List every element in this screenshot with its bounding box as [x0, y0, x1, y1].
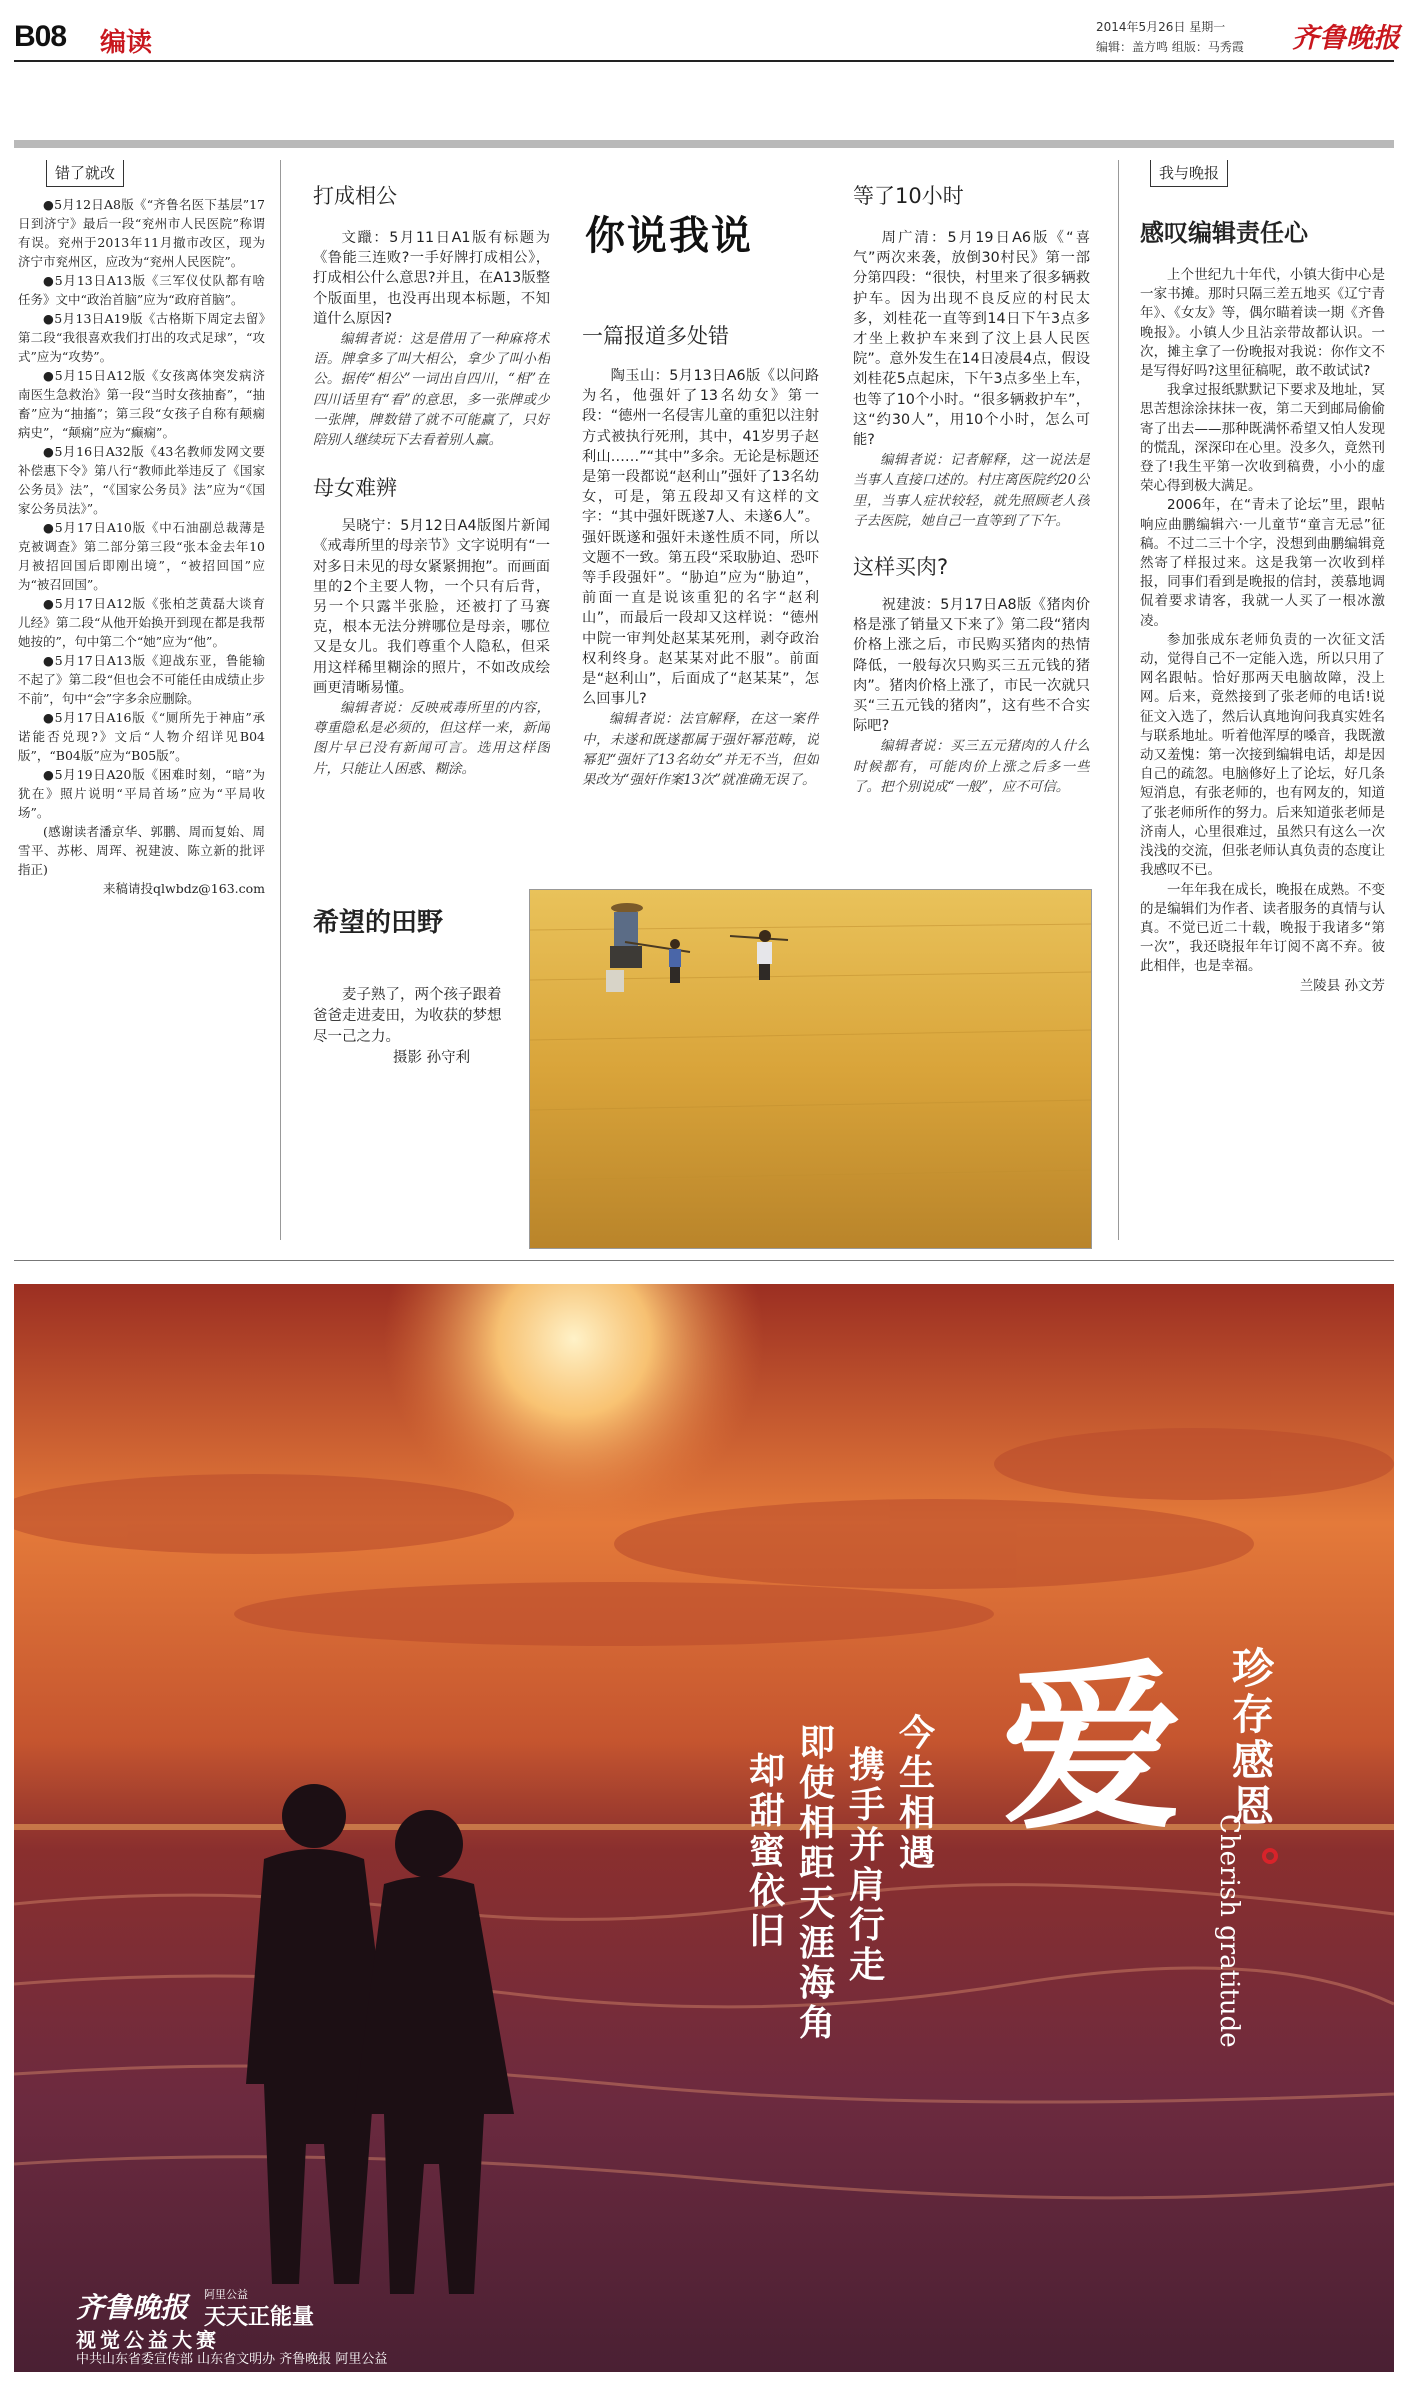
ad-slogan: 天天正能量: [204, 2305, 315, 2330]
article-heading: 打成相公: [313, 184, 397, 208]
editor-credits: 编辑：盖方鸣 组版：马秀霞: [1096, 40, 1244, 54]
photo-feature-text: [313, 902, 513, 1122]
ad-heading: 珍存感恩: [1232, 1644, 1275, 1831]
article-heading: 一篇报道多处错: [582, 324, 729, 348]
top-band: [14, 140, 1394, 148]
ad-verse-line: 即使相距天涯海角: [799, 1723, 836, 2044]
ad-english-tagline: Cherish gratitude: [1214, 1814, 1244, 2048]
reader-essay-column: [1140, 160, 1385, 1245]
essay-tab: 我与晚报: [1150, 160, 1228, 187]
feature-title: 你说我说: [585, 213, 753, 259]
correction-item: ●5月17日A12版《张柏芝黄磊大谈育儿经》第二段“从他开始换开到现在都是我帮她按的”，句中第二个“她”应为“他”。: [18, 596, 265, 649]
editor-reply: 编辑者说：反映戒毒所里的内容，尊重隐私是必须的，但这样一来，新闻图片早已没有新闻可言。选用这样图片，只能让人困惑、糊涂。: [313, 700, 550, 777]
corrections-list: [18, 195, 265, 898]
letters-column-1: [313, 180, 550, 870]
newspaper-logo: 齐鲁晚报: [1292, 23, 1400, 54]
photo-credit: 摄影 孙守利: [393, 1050, 471, 1066]
correction-item: ●5月17日A13版《迎战东亚，鲁能输不起了》第二段“但也会不可能任由成绩止步不前”，句中“会”字多余应删除。: [18, 653, 265, 706]
correction-item: ●5月12日A8版《“齐鲁名医下基层”17日到济宁》最后一段“兖州市人民医院”称谓有误。兖州于2013年11月撤市改区，现为济宁市兖州区，应改为“兖州人民医院”。: [18, 197, 265, 269]
ad-red-circle: [1262, 1848, 1278, 1864]
editor-reply: 编辑者说：这是借用了一种麻将术语。牌拿多了叫大相公，拿少了叫小相公。据传“相公”一词出自四川，“相”在四川话里有“看”的意思，多一张牌或少一张牌，牌数错了就不可能赢了，只好陪别人继续玩下去看着别人赢。: [313, 331, 550, 449]
ad-newspaper-logo: 齐鲁晚报: [76, 2291, 189, 2324]
correction-item: ●5月17日A16版《“厕所先于神庙”承诺能否兑现?》文后“人物介绍详见B04版”，“B04版”应为“B05版”。: [18, 710, 265, 763]
correction-item: ●5月13日A13版《三军仪仗队都有啥任务》文中“政治首脑”应为“政府首脑”。: [18, 273, 265, 307]
header-meta: [1096, 16, 1400, 64]
ad-partner-brand: 阿里公益: [204, 2288, 248, 2301]
column-divider: [1118, 160, 1119, 1240]
page-header: [14, 14, 1400, 64]
article-heading: 这样买肉?: [853, 555, 949, 580]
letters-column-2: [582, 320, 819, 870]
correction-item: ●5月19日A20版《困难时刻，“暗”为犹在》照片说明“平局首场”应为“平局收场”。: [18, 767, 265, 820]
editor-reply: 编辑者说：法官解释，在这一案件中，未遂和既遂都属于强奸幂范畴，说幂犯“强奸了13名幼女”并无不当，但如果改为“强奸作案13次”就准确无误了。: [582, 711, 819, 789]
reader-letter: 周广清：5月19日A6版《“喜气”两次来袭，放倒30村民》第一部分第四段：“很快，村里来了很多辆救护车。因为出现不良反应的村民太多，刘桂花一直等到14日下午3点多才坐上救护车来到了汶上县人民医院”。意外发生在14日凌晨4点，假设刘桂花5点起床，下午3点多坐上车，也等了10个小时。“很多辆救护车”，这“约30人”，用10个小时，怎么可能?: [853, 230, 1090, 449]
ad-verse-line: 却甜蜜依旧: [749, 1751, 786, 1952]
corrections-tab: 错了就改: [46, 160, 124, 187]
correction-item: ●5月17日A10版《中石油副总裁薄是克被调查》第二部分第三段“张本金去年10月被招回国后即刚出境”，“被招回国”应为“被召回国”。: [18, 520, 265, 592]
article-heading: 母女难辨: [313, 476, 397, 501]
reader-letter: 祝建波：5月17日A8版《猪肉价格是涨了销量又下来了》第二段“猪肉价格上涨之后，市民购买猪肉的热情降低，一般每次只购买三五元钱的猪肉”。猪肉价格上涨了，市民一次就只买“三五元钱的猪肉”，这有些不合实际吧?: [853, 597, 1090, 735]
header-rule: [14, 60, 1394, 62]
column-divider: [280, 160, 281, 1240]
photo-caption: 麦子熟了，两个孩子跟着爸爸走进麦田，为收获的梦想尽一己之力。: [313, 987, 502, 1045]
editor-reply: 编辑者说：买三五元猪肉的人什么时候都有，可能肉价上涨之后多一些了。把个别说成“一般”，应不可信。: [853, 738, 1090, 795]
ad-organizers: 中共山东省委宣传部 山东省文明办 齐鲁晚报 阿里公益: [76, 2352, 388, 2367]
essay-byline: 兰陵县 孙文芳: [1299, 977, 1385, 994]
ad-main-character: 爱: [1002, 1643, 1183, 1854]
correction-item: ●5月16日A32版《43名教师发网文要补偿惠下令》第八行“教师此举违反了《国家公务员》法”，“《国家公务员》法”应为“《国家公务员法》”。: [18, 444, 265, 516]
essay-body: 上个世纪九十年代，小镇大街中心是一家书摊。那时只隔三差五地买《辽宁青年》、《女友》等，偶尔瞄着读一期《齐鲁晚报》。小镇人少且沾亲带故都认识。一次，摊主拿了一份晚报对我说：你作文不是写得好吗?这里征稿呢，敢不敢试试? 我拿过报纸默默记下要求及地址，冥思苦想涂涂抹抹一夜，第二天到邮局偷偷寄了出去——那种既满怀希望又怕人发现的慌乱，深深印在心里。没多久，竟然刊登了!我生平第一次收到稿费，小小的虚荣心得到极大满足。 2006年，在“青未了论坛”里，跟帖响应曲鹏编辑六·一儿童节“童言无忌”征稿。不过二三十个字，没想到曲鹏编辑竟然寄了样报过来。这是我第一次收到样报，同事们看到是晚报的信封，羡慕地调侃着要求请客，我就一人买了一根冰激凌。 参加张成东老师负责的一次征文活动，觉得自己不一定能入选，所以只用了网名跟帖。恰好那两天电脑故障，没上网。后来，竟然接到了张老师的电话!说征文入选了，然后认真地询问我真实姓名与联系地址。听着他浑厚的嗓音，我既激动又羞愧：第一次接到编辑电话，却是因自己的疏忽。电脑修好上了论坛，好几条短消息，有张老师的，也有网友的，知道了张老师所作的努力。后来知道张老师是济南人，心里很难过，虽然只有这么一次浅浅的交流，但张老师认真负责的态度让我感叹不已。 一年年我在成长，晚报在成熟。不变的是编辑们为作者、读者服务的真情与认真。不觉已近二十载，晚报于我诸多“第一次”，我还晓报年年订阅不离不弃。彼此相伴，也是幸福。 兰陵县 孙文芳: [1140, 266, 1385, 996]
wheat-field-photo: [529, 889, 1092, 1249]
issue-date: 2014年5月26日 星期一: [1096, 20, 1226, 34]
page-code: B08: [14, 20, 67, 53]
reader-letter: 文躐：5月11日A1版有标题为《鲁能三连败?一手好牌打成相公》，打成相公什么意思?并且，在A13版整个版面里，也没再出现本标题，不知道什么原因?: [313, 230, 550, 327]
correction-item: ●5月15日A12版《女孩离体突发病济南医生急救治》第一段“当时女孩抽畜”，“抽畜”应为“抽搐”；第三段“女孩子自称有颠痫病史”，“颠痫”应为“癫痫”。: [18, 368, 265, 440]
reader-letter: 陶玉山：5月13日A6版《以问路为名，他强奸了13名幼女》第一段：“德州一名侵害儿童的重犯以注射方式被执行死刑，其中，41岁男子赵利山……”“其中”多余。无论是标题还是第一段都说“赵利山”强奸了13名幼女，可是，第五段却又有这样的文字：“其中强奸既遂7人、未遂6人”。强奸既遂和强奸未遂性质不同，所以文题不一致。第五段“采取胁迫、恐吓等手段强奸”。“胁迫”应为“胁迫”，前面一直是说该重犯的名字“赵利山”，而最后一段却又这样说：“德州中院一审判处赵某某死刑，剥夺政治权利终身。赵某某对此不服”。前面是“赵利山”，后面成了“赵某某”，怎么回事儿?: [582, 368, 819, 708]
corrections-thanks: (感谢读者潘京华、郭鹏、周而复始、周雪平、苏彬、周珲、祝建波、陈立新的批评指正): [18, 824, 265, 877]
article-heading: 等了10小时: [853, 184, 964, 208]
letters-column-3: [853, 180, 1090, 870]
reader-letter: 吴晓宁：5月12日A4版图片新闻《戒毒所里的母亲节》文字说明有“一对多日未见的母女紧紧拥抱”。而画面里的2个主要人物，一个只有后背，另一个只露半张脸，还被打了马赛克，根本无法分辨哪位是母亲，哪位又是女儿。我们尊重个人隐私，但采用这样稀里糊涂的照片，不如改成绘画更清晰易懂。: [313, 518, 550, 696]
correction-item: ●5月13日A19版《古格斯下周定去留》第二段“我很喜欢我们打出的攻式足球”，“攻式”应为“攻势”。: [18, 311, 265, 364]
section-rule: [14, 1260, 1394, 1261]
corrections-column: [18, 160, 265, 1245]
section-name: 编读: [100, 28, 153, 58]
public-service-ad: [14, 1284, 1394, 2372]
photo-feature-title: 希望的田野: [313, 908, 444, 938]
essay-title: 感叹编辑责任心: [1140, 219, 1308, 247]
ad-verse-line: 携手并肩行走: [849, 1745, 886, 1986]
editor-reply: 编辑者说：记者解释，这一说法是当事人直接口述的。村庄离医院约20公里，当事人症状较轻，就先照顾老人孩子去医院，她自己一直等到了下午。: [853, 452, 1090, 529]
submission-email[interactable]: 来稿请投qlwbdz@163.com: [103, 881, 265, 896]
ad-contest-name: 视觉公益大赛: [76, 2328, 220, 2352]
ad-verse-line: 今生相遇: [899, 1713, 936, 1874]
